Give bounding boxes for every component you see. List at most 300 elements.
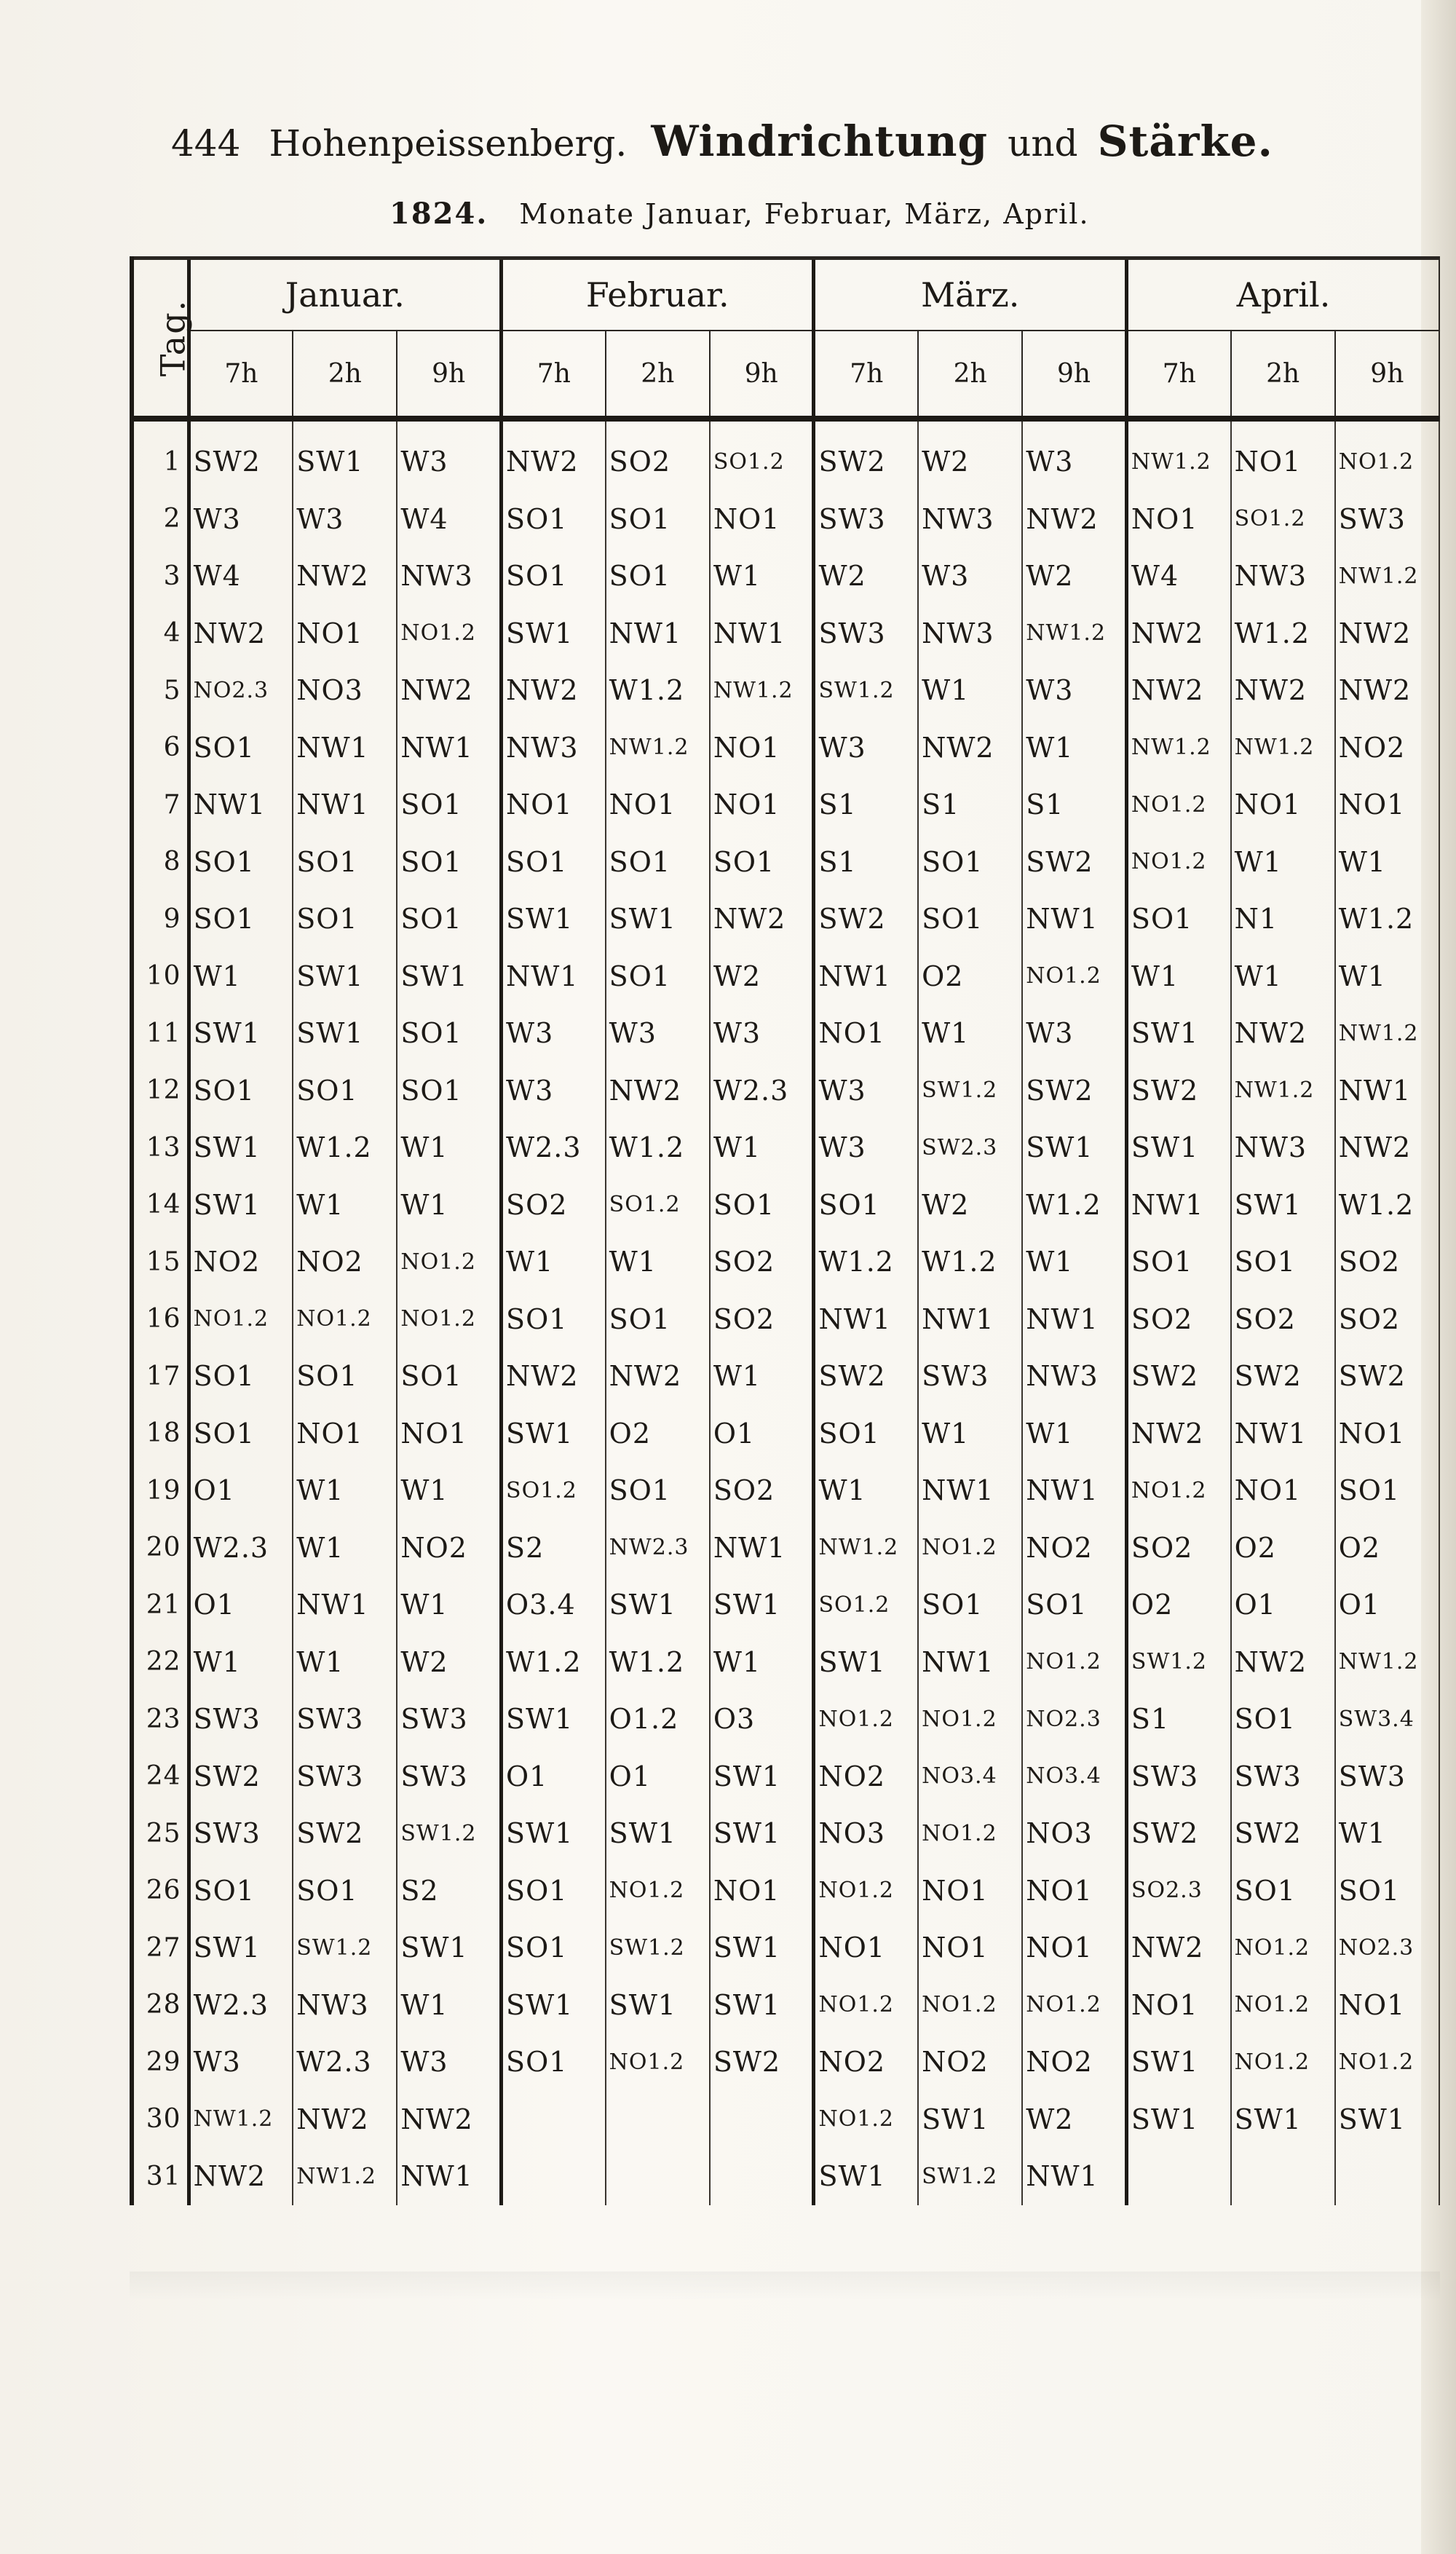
day-number: 19	[132, 1462, 189, 1519]
wind-cell: SO1	[189, 1862, 293, 1920]
wind-cell: O1.2	[606, 1691, 710, 1748]
wind-cell: W1.2	[293, 1119, 397, 1177]
table-row	[132, 776, 1439, 834]
wind-cell: SO1	[1335, 1462, 1439, 1519]
title-windrichtung: Windrichtung	[651, 116, 989, 166]
day-number: 7	[132, 776, 189, 834]
wind-cell: W2	[918, 419, 1022, 491]
table-row	[132, 1691, 1439, 1748]
table-row	[132, 1062, 1439, 1120]
wind-cell: NO1.2	[1335, 419, 1439, 491]
table-row	[132, 1177, 1439, 1234]
wind-cell: S1	[814, 834, 918, 891]
page-header	[171, 116, 1365, 175]
wind-cell: W3	[502, 1062, 606, 1120]
wind-cell: SW1.2	[1126, 1634, 1230, 1691]
wind-cell: SO2	[1126, 1291, 1230, 1348]
day-number: 8	[132, 834, 189, 891]
wind-cell: W1	[918, 1405, 1022, 1463]
wind-cell: W2.3	[189, 1519, 293, 1577]
wind-cell: SW3.4	[1335, 1691, 1439, 1748]
table-row	[132, 2148, 1439, 2205]
wind-cell: NO1.2	[918, 1977, 1022, 2034]
wind-cell: NW1	[502, 948, 606, 1005]
wind-cell: NW2	[189, 2148, 293, 2205]
day-number: 21	[132, 1576, 189, 1634]
table-row	[132, 605, 1439, 663]
wind-table	[130, 256, 1440, 2205]
wind-cell: NW1	[189, 776, 293, 834]
wind-cell: SO1	[189, 890, 293, 948]
wind-cell: SO1	[397, 776, 501, 834]
wind-cell: NW1	[1231, 1405, 1335, 1463]
wind-cell: W1	[1022, 1405, 1126, 1463]
wind-cell: NO2	[189, 1233, 293, 1291]
hour-header: 7h	[814, 331, 918, 419]
day-number: 28	[132, 1977, 189, 2034]
wind-cell: SW2	[1022, 834, 1126, 891]
wind-cell: SO1	[918, 890, 1022, 948]
wind-cell: SO1	[502, 1862, 606, 1920]
wind-cell: W3	[918, 547, 1022, 605]
wind-cell: W2	[710, 948, 814, 1005]
wind-cell: SO2	[502, 1177, 606, 1234]
wind-cell: NO1	[1335, 1405, 1439, 1463]
day-number: 14	[132, 1177, 189, 1234]
wind-cell: NO1.2	[606, 2033, 710, 2091]
day-number: 24	[132, 1748, 189, 1806]
wind-cell: NW1	[293, 1576, 397, 1634]
wind-cell: NW1	[1022, 2148, 1126, 2205]
wind-cell: NO1	[1335, 1977, 1439, 2034]
wind-cell: NO2	[1022, 1519, 1126, 1577]
wind-cell: SW1.2	[814, 662, 918, 719]
wind-cell: W1.2	[918, 1233, 1022, 1291]
wind-cell: SW3	[918, 1348, 1022, 1405]
title-and: und	[1008, 122, 1078, 165]
wind-cell: SW1	[1335, 2091, 1439, 2148]
wind-cell: NW2	[1335, 605, 1439, 663]
wind-cell: NO1	[710, 1862, 814, 1920]
wind-cell: W2	[1022, 2091, 1126, 2148]
wind-cell: SW1	[606, 1576, 710, 1634]
wind-cell	[1126, 2148, 1230, 2205]
wind-cell: NW3	[1022, 1348, 1126, 1405]
day-number: 18	[132, 1405, 189, 1463]
year-label: 1824.	[389, 197, 488, 231]
wind-cell: SW1	[502, 1691, 606, 1748]
day-number: 20	[132, 1519, 189, 1577]
wind-cell: NW3	[502, 719, 606, 777]
table-bottom-shadow	[130, 2272, 1440, 2301]
table-row	[132, 1977, 1439, 2034]
wind-cell: NW2	[397, 662, 501, 719]
wind-cell: NW1	[918, 1291, 1022, 1348]
wind-cell: SW1	[397, 948, 501, 1005]
wind-cell: NO1	[710, 776, 814, 834]
wind-cell: W1.2	[1022, 1177, 1126, 1234]
wind-cell: SW2	[710, 2033, 814, 2091]
table-row	[132, 890, 1439, 948]
wind-cell: W2.3	[710, 1062, 814, 1120]
hour-header: 2h	[293, 331, 397, 419]
month-header-april: April.	[1126, 258, 1439, 331]
day-number: 16	[132, 1291, 189, 1348]
wind-cell: NW2	[1335, 662, 1439, 719]
wind-cell: NW2	[1335, 1119, 1439, 1177]
wind-cell: SW3	[189, 1805, 293, 1862]
wind-cell: SO1	[814, 1177, 918, 1234]
wind-cell: SW2	[814, 890, 918, 948]
wind-cell: NW1.2	[606, 719, 710, 777]
wind-cell: NO1.2	[918, 1519, 1022, 1577]
wind-cell: NW1	[918, 1462, 1022, 1519]
wind-cell: SW1	[1231, 1177, 1335, 1234]
wind-cell: NW2	[189, 605, 293, 663]
wind-cell	[606, 2148, 710, 2205]
wind-cell: NO2	[918, 2033, 1022, 2091]
wind-cell	[710, 2148, 814, 2205]
wind-cell: SO1	[710, 1177, 814, 1234]
wind-cell: NO1	[1231, 1462, 1335, 1519]
wind-cell: W1	[1022, 1233, 1126, 1291]
wind-cell: NO1	[814, 1005, 918, 1062]
hour-header: 9h	[1022, 331, 1126, 419]
table-row	[132, 719, 1439, 777]
table-row	[132, 1119, 1439, 1177]
wind-cell: SO1	[189, 1405, 293, 1463]
wind-cell: W1.2	[1231, 605, 1335, 663]
wind-cell: NW2	[502, 1348, 606, 1405]
wind-cell: O1	[1231, 1576, 1335, 1634]
wind-cell: W1	[1231, 948, 1335, 1005]
wind-cell: SO1	[814, 1405, 918, 1463]
wind-cell: SO1	[502, 834, 606, 891]
wind-cell: NO1	[293, 1405, 397, 1463]
wind-cell: W1	[918, 1005, 1022, 1062]
wind-cell: SW1	[1126, 1005, 1230, 1062]
wind-cell: SW3	[1231, 1748, 1335, 1806]
hour-header: 2h	[918, 331, 1022, 419]
wind-cell: NW2	[606, 1348, 710, 1405]
wind-cell: W2.3	[293, 2033, 397, 2091]
wind-cell: NO1.2	[1231, 2033, 1335, 2091]
wind-cell: SO2	[710, 1233, 814, 1291]
wind-cell: NW3	[293, 1977, 397, 2034]
wind-cell: NW2	[293, 547, 397, 605]
wind-cell: NO2.3	[1022, 1691, 1126, 1748]
wind-cell: SW1	[710, 1576, 814, 1634]
table-row	[132, 1005, 1439, 1062]
wind-cell	[1231, 2148, 1335, 2205]
wind-cell: SO1	[606, 1291, 710, 1348]
wind-cell: SO1	[918, 1576, 1022, 1634]
wind-cell: W1.2	[606, 1634, 710, 1691]
wind-cell: NO1.2	[814, 1691, 918, 1748]
wind-cell: NW2	[1022, 491, 1126, 548]
table-row	[132, 491, 1439, 548]
wind-cell	[502, 2091, 606, 2148]
wind-cell: SO1	[918, 834, 1022, 891]
wind-cell: SO1	[397, 834, 501, 891]
wind-cell: SW3	[293, 1748, 397, 1806]
wind-cell: NW1	[1022, 890, 1126, 948]
wind-cell: SO2	[1335, 1233, 1439, 1291]
table-row	[132, 1919, 1439, 1977]
wind-cell: SO2.3	[1126, 1862, 1230, 1920]
wind-cell: NO1	[1022, 1862, 1126, 1920]
wind-cell: SO1	[1126, 1233, 1230, 1291]
wind-cell: SW3	[814, 605, 918, 663]
table-row	[132, 1348, 1439, 1405]
wind-cell: SW1	[710, 1748, 814, 1806]
wind-cell: W3	[189, 491, 293, 548]
month-header-januar: Januar.	[189, 258, 501, 331]
table-row	[132, 1576, 1439, 1634]
wind-cell: W4	[189, 547, 293, 605]
wind-cell: S1	[814, 776, 918, 834]
wind-cell: SO1	[293, 834, 397, 891]
wind-cell: W1	[397, 1576, 501, 1634]
day-number: 2	[132, 491, 189, 548]
day-number: 4	[132, 605, 189, 663]
wind-cell: SW1	[710, 1919, 814, 1977]
wind-cell: SO1	[502, 491, 606, 548]
wind-cell: SO2	[1126, 1519, 1230, 1577]
day-column-header: Tag.	[132, 258, 189, 419]
wind-cell: NO2	[1022, 2033, 1126, 2091]
wind-cell: W1	[397, 1177, 501, 1234]
wind-cell: SO1	[1231, 1233, 1335, 1291]
wind-cell: SO2	[1231, 1291, 1335, 1348]
wind-cell: SW1	[606, 1805, 710, 1862]
wind-cell: SW2	[1231, 1805, 1335, 1862]
wind-cell: S1	[1022, 776, 1126, 834]
wind-cell: NW2	[293, 2091, 397, 2148]
wind-cell: NO3	[1022, 1805, 1126, 1862]
wind-cell: NO2	[397, 1519, 501, 1577]
wind-cell: NO2	[814, 2033, 918, 2091]
wind-cell: NW2	[710, 890, 814, 948]
wind-cell: W1	[710, 547, 814, 605]
wind-cell: W3	[606, 1005, 710, 1062]
wind-cell: W3	[293, 491, 397, 548]
wind-cell: W3	[710, 1005, 814, 1062]
wind-cell: NO1.2	[293, 1291, 397, 1348]
hour-header: 7h	[189, 331, 293, 419]
wind-cell: SW3	[1335, 491, 1439, 548]
wind-cell: SO2	[606, 419, 710, 491]
wind-cell: W1	[293, 1634, 397, 1691]
wind-cell: SW2	[1335, 1348, 1439, 1405]
wind-cell: NO1	[1231, 419, 1335, 491]
wind-cell: SO1	[189, 1062, 293, 1120]
wind-cell: NO1.2	[397, 1233, 501, 1291]
day-number: 12	[132, 1062, 189, 1120]
wind-cell: NW1.2	[1022, 605, 1126, 663]
wind-cell: SW1	[1022, 1119, 1126, 1177]
day-number: 27	[132, 1919, 189, 1977]
wind-cell: SO1	[293, 1348, 397, 1405]
wind-cell: W1	[1231, 834, 1335, 891]
wind-cell: SW1	[502, 1405, 606, 1463]
wind-cell: W3	[1022, 419, 1126, 491]
day-number: 11	[132, 1005, 189, 1062]
wind-cell: NO2.3	[189, 662, 293, 719]
wind-cell: NW1	[1335, 1062, 1439, 1120]
wind-cell: W3	[814, 1062, 918, 1120]
wind-cell: SW1	[918, 2091, 1022, 2148]
wind-cell: NW1	[1022, 1291, 1126, 1348]
title-staerke: Stärke.	[1097, 116, 1273, 166]
wind-cell: O1	[1335, 1576, 1439, 1634]
wind-cell: W1.2	[502, 1634, 606, 1691]
wind-cell: SW1	[710, 1805, 814, 1862]
wind-cell: W1	[710, 1634, 814, 1691]
wind-cell: NW1.2	[1126, 719, 1230, 777]
wind-cell: SW2	[189, 419, 293, 491]
wind-cell: SO1	[1231, 1691, 1335, 1748]
wind-cell: SO1	[1231, 1862, 1335, 1920]
wind-cell: SW1	[606, 890, 710, 948]
day-number: 31	[132, 2148, 189, 2205]
month-header-februar: Februar.	[502, 258, 814, 331]
wind-cell: SW1	[502, 605, 606, 663]
wind-cell: W1	[1022, 719, 1126, 777]
wind-cell: W4	[1126, 547, 1230, 605]
day-number: 3	[132, 547, 189, 605]
wind-cell: SW2.3	[918, 1119, 1022, 1177]
wind-cell: NW1.2	[189, 2091, 293, 2148]
wind-cell: O2	[606, 1405, 710, 1463]
wind-cell: NW1.2	[814, 1519, 918, 1577]
day-number: 30	[132, 2091, 189, 2148]
wind-cell: NO1.2	[1231, 1977, 1335, 2034]
table-row	[132, 1462, 1439, 1519]
wind-cell: W1	[189, 948, 293, 1005]
wind-cell: W1.2	[814, 1233, 918, 1291]
wind-cell: NW3	[918, 491, 1022, 548]
wind-cell: NW1.2	[1335, 1005, 1439, 1062]
wind-cell: W2.3	[189, 1977, 293, 2034]
wind-cell: SW1	[814, 1634, 918, 1691]
wind-cell: SO2	[710, 1291, 814, 1348]
wind-cell: SO1.2	[814, 1576, 918, 1634]
wind-cell: NW1	[397, 2148, 501, 2205]
wind-cell: W1.2	[606, 1119, 710, 1177]
table-row	[132, 1634, 1439, 1691]
table-row	[132, 2033, 1439, 2091]
wind-cell: NW1	[710, 605, 814, 663]
table-row	[132, 1519, 1439, 1577]
table-row	[132, 1291, 1439, 1348]
wind-cell: W3	[502, 1005, 606, 1062]
wind-cell: SW1	[710, 1977, 814, 2034]
wind-cell: NW2	[1231, 1005, 1335, 1062]
wind-cell: NO1.2	[1231, 1919, 1335, 1977]
wind-cell: W1	[918, 662, 1022, 719]
page-number: 444	[171, 122, 241, 165]
wind-cell: SW1	[1126, 1119, 1230, 1177]
wind-cell: NW2	[606, 1062, 710, 1120]
wind-cell: SO1	[606, 547, 710, 605]
wind-cell: NW1.2	[293, 2148, 397, 2205]
hour-header: 7h	[502, 331, 606, 419]
wind-cell	[606, 2091, 710, 2148]
wind-cell: S1	[1126, 1691, 1230, 1748]
wind-cell: NW2	[502, 662, 606, 719]
wind-cell: SO1	[606, 834, 710, 891]
hour-header: 7h	[1126, 331, 1230, 419]
wind-cell: NO1	[814, 1919, 918, 1977]
wind-cell: NO1	[293, 605, 397, 663]
wind-cell: W3	[397, 2033, 501, 2091]
wind-cell: NO1.2	[1022, 1634, 1126, 1691]
wind-cell: SO1	[397, 1062, 501, 1120]
wind-cell: SO1.2	[710, 419, 814, 491]
wind-cell: O1	[189, 1576, 293, 1634]
wind-cell: NW2	[918, 719, 1022, 777]
wind-cell: O3	[710, 1691, 814, 1748]
day-number: 1	[132, 419, 189, 491]
page-subheader	[389, 197, 1263, 240]
wind-cell: W2.3	[502, 1119, 606, 1177]
wind-cell: NO3	[814, 1805, 918, 1862]
wind-cell: NO1.2	[1126, 1462, 1230, 1519]
months-label: Monate Januar, Februar, März, April.	[519, 198, 1090, 230]
wind-cell: NW2	[397, 2091, 501, 2148]
wind-cell: NO3.4	[918, 1748, 1022, 1806]
wind-cell: SO1	[397, 890, 501, 948]
wind-cell: NW3	[1231, 1119, 1335, 1177]
day-number: 5	[132, 662, 189, 719]
day-number: 6	[132, 719, 189, 777]
wind-cell: NO1.2	[814, 1977, 918, 2034]
wind-cell: SO1	[189, 834, 293, 891]
wind-cell: W3	[814, 1119, 918, 1177]
wind-cell: NW1.2	[1335, 1634, 1439, 1691]
wind-cell: NO1.2	[918, 1691, 1022, 1748]
wind-cell: S2	[397, 1862, 501, 1920]
wind-cell: NW1	[814, 948, 918, 1005]
wind-cell: NW1	[1126, 1177, 1230, 1234]
wind-cell: NW2	[1126, 1919, 1230, 1977]
wind-cell: NW1.2	[1231, 719, 1335, 777]
wind-cell: SO1	[502, 547, 606, 605]
wind-cell: SO1	[1022, 1576, 1126, 1634]
wind-cell: SO1	[502, 1291, 606, 1348]
day-number: 9	[132, 890, 189, 948]
wind-cell: NW1	[606, 605, 710, 663]
day-number: 29	[132, 2033, 189, 2091]
wind-cell: NO2.3	[1335, 1919, 1439, 1977]
day-number: 15	[132, 1233, 189, 1291]
wind-cell: NO1.2	[397, 1291, 501, 1348]
wind-cell: NO1	[1231, 776, 1335, 834]
wind-cell: SO1	[397, 1005, 501, 1062]
wind-cell: SW3	[1335, 1748, 1439, 1806]
hour-header: 2h	[606, 331, 710, 419]
wind-cell: SW3	[814, 491, 918, 548]
wind-cell: SW1	[606, 1977, 710, 2034]
month-header-maerz: März.	[814, 258, 1126, 331]
wind-cell: SW1.2	[918, 1062, 1022, 1120]
wind-cell: SO1.2	[502, 1462, 606, 1519]
wind-cell: W1	[293, 1462, 397, 1519]
wind-cell: W1	[189, 1634, 293, 1691]
wind-cell: W1	[502, 1233, 606, 1291]
wind-cell: SW3	[1126, 1748, 1230, 1806]
